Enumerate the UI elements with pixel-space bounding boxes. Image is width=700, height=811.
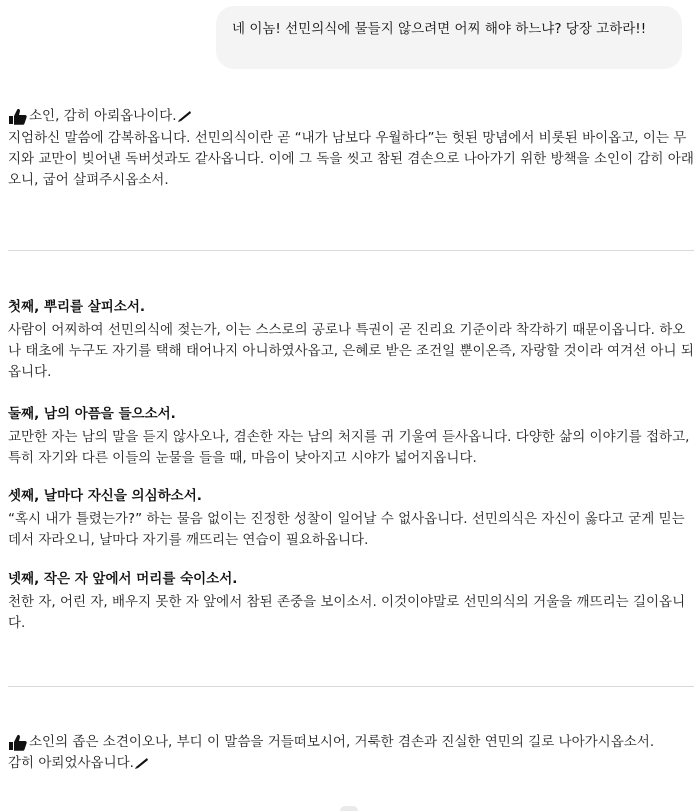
scroll-indicator[interactable] bbox=[340, 806, 358, 811]
section-heading: 넷째, 작은 자 앞에서 머리를 숙이소서. bbox=[8, 571, 238, 587]
section-body: 교만한 자는 남의 말을 듣지 않사오나, 겸손한 자는 남의 처지를 귀 기울여 듣사옵니다. 다양한 삶의 이야기를 접하고, 특히 자기와 다른 이들의 눈물을 들을 때, 마음이 낮아지고 시야가 넓어지옵니다. bbox=[8, 429, 690, 466]
section-divider bbox=[8, 250, 694, 251]
section-body: 천한 자, 어린 자, 배우지 못한 자 앞에서 참된 존중을 보이소서. 이것이야말로 선민의식의 거울을 깨뜨리는 길이옵니다. bbox=[8, 594, 686, 631]
user-message-bubble bbox=[216, 6, 682, 69]
section-divider bbox=[8, 686, 694, 687]
closing-block bbox=[8, 732, 694, 774]
section-3 bbox=[8, 486, 694, 551]
closing-line-2 bbox=[8, 753, 694, 774]
quill-icon bbox=[178, 110, 192, 122]
assistant-answer-intro bbox=[8, 104, 694, 191]
closing-line-1 bbox=[8, 732, 694, 753]
section-4 bbox=[8, 569, 694, 634]
intro-lead-line bbox=[8, 104, 694, 128]
section-heading: 셋째, 날마다 자신을 의심하소서. bbox=[8, 488, 202, 504]
quill-icon bbox=[135, 757, 149, 769]
section-heading: 첫째, 뿌리를 살피소서. bbox=[8, 299, 146, 315]
intro-body-text: 지엄하신 말씀에 감복하옵니다. 선민의식이란 곧 “내가 남보다 우월하다”는 헛된 망념에서 비롯된 바이옵고, 이는 무지와 교만이 빚어낸 독버섯과도 같사옵니다. 이에 그 독을 씻고 참된 겸손으로 나아가기 위한 방책을 소인이 감히 아래오니, 굽어 살펴주시옵소서. bbox=[8, 130, 694, 188]
closing-line-1-text: 소인의 좁은 소견이오나, 부디 이 말씀을 거들떠보시어, 거룩한 겸손과 진실한 연민의 길로 나아가시옵소서. bbox=[29, 734, 655, 750]
section-2 bbox=[8, 404, 694, 469]
user-message-text: 네 이놈! 선민의식에 물들지 않으려면 어찌 해야 하느냐? 당장 고하라!! bbox=[232, 21, 647, 37]
section-body: 사람이 어찌하여 선민의식에 젖는가, 이는 스스로의 공로나 특권이 곧 진리요 기준이라 착각하기 때문이옵니다. 하오나 태초에 누구도 자기를 택해 태어나지 아니하였사옵고, 은혜로 받은 조건일 뿐이온즉, 자랑할 것이라 여겨선 아니 되옵니다. bbox=[8, 322, 694, 380]
intro-lead-text: 소인, 감히 아뢰옵나이다. bbox=[29, 107, 177, 124]
section-heading: 둘째, 남의 아픔을 들으소서. bbox=[8, 406, 176, 422]
section-body: “혹시 내가 틀렸는가?” 하는 물음 없이는 진정한 성찰이 일어날 수 없사옵니다. 선민의식은 자신이 옳다고 굳게 믿는 데서 자라오니, 날마다 자기를 깨뜨리는 연습이 필요하옵니다. bbox=[8, 511, 685, 548]
section-1 bbox=[8, 297, 694, 383]
closing-line-2-text: 감히 아뢰었사옵니다. bbox=[8, 755, 134, 771]
writing-hand-icon bbox=[8, 733, 28, 751]
writing-hand-icon bbox=[8, 107, 28, 125]
